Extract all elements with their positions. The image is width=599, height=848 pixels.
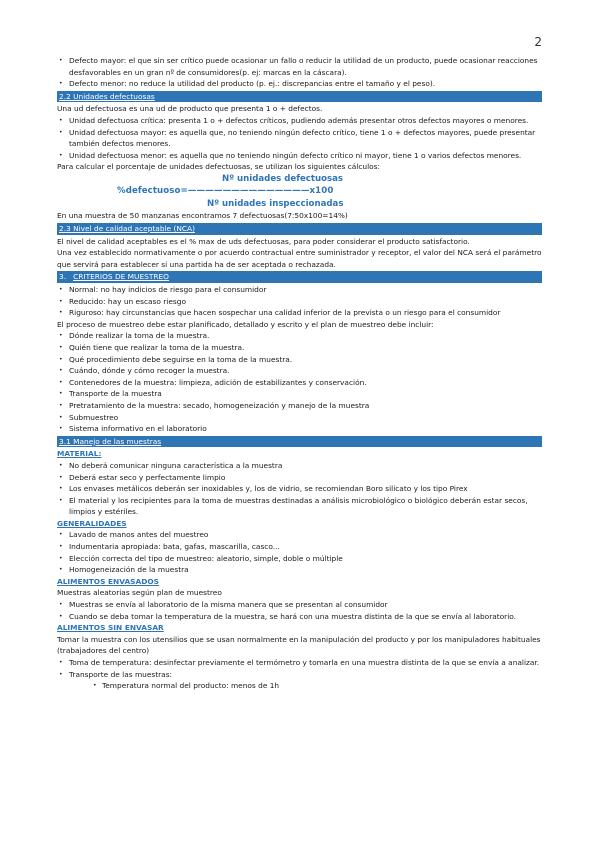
list-item: • Quién tiene que realizar la toma de la muestra. xyxy=(57,342,542,354)
section-heading-2-3: 2.3 Nivel de calidad aceptable (NCA) xyxy=(57,223,542,235)
list-item: • Cuando se deba tomar la temperatura de la muestra, se hará con una muestra distinta de la que se envía al laboratorio. xyxy=(57,611,542,623)
page-number: 2 xyxy=(534,35,542,49)
paragraph: Muestras aleatorias según plan de muestreo xyxy=(57,588,222,598)
list-item: • Deberá estar seco y perfectamente limpio xyxy=(57,472,542,484)
paragraph: Tomar la muestra con los utensilios que se usan normalmente en la manipulación del producto y por los manipuladores habituales (trabajadores del centro) xyxy=(57,634,541,656)
paragraph: Para calcular el porcentaje de unidades defectuosas, se utilizan los siguientes cálculos: xyxy=(57,162,381,172)
subheading-generalidades: GENERALIDADES xyxy=(57,518,127,528)
list-item: • Defecto mayor: el que sin ser crítico puede ocasionar un fallo o reducir la utilidad de un producto, puede ocasionar reacciones desfavorables en un gran nº de consumidores(p. ej: marcas en la cáscara). xyxy=(57,55,542,78)
list-item: • Toma de temperatura: desinfectar previamente el termómetro y tomarla en una muestra distinta de la que se envía a analizar. xyxy=(57,657,542,669)
section-heading-3: 3. CRITERIOS DE MUESTREO xyxy=(57,271,542,283)
subheading-material: MATERIAL: xyxy=(57,449,102,459)
list-item: • Elección correcta del tipo de muestreo: aleatorio, simple, doble o múltiple xyxy=(57,553,542,565)
list-item: • Unidad defectuosa menor: es aquella que no teniendo ningún defecto crítico ni mayor, tiene 1 o varios defectos menores. xyxy=(57,150,542,162)
list-item: • Normal: no hay indicios de riesgo para el consumidor xyxy=(57,284,542,296)
paragraph: El proceso de muestreo debe estar planificado, detallado y escrito y el plan de muestreo debe incluir: xyxy=(57,319,434,329)
list-item: • Transporte de las muestras: xyxy=(57,669,542,681)
subheading-alimentos-envasados: ALIMENTOS ENVASADOS xyxy=(57,576,159,586)
list-item: • Defecto menor: no reduce la utilidad del producto (p. ej.: discrepancias entre el tamaño y el peso). xyxy=(57,78,542,90)
paragraph: El nivel de calidad aceptables es el % max de uds defectuosas, para poder considerar el producto satisfactorio. xyxy=(57,236,470,246)
list-item: • Homogeneización de la muestra xyxy=(57,564,542,576)
paragraph: Una ud defectuosa es una ud de producto que presenta 1 o + defectos. xyxy=(57,104,323,114)
subheading-alimentos-sin-envasar: ALIMENTOS SIN ENVASAR xyxy=(57,623,164,633)
paragraph: Una vez establecido normativamente o por acuerdo contractual entre suministrador y receptor, el valor del NCA será el parámetro que servirá para establecer si una partida ha de ser aceptada o rechazada. xyxy=(57,248,542,269)
list-item: • Submuestreo xyxy=(57,412,542,424)
list-item: • Muestras se envía al laboratorio de la misma manera que se presentan al consumidor xyxy=(57,599,542,611)
list-item: • Lavado de manos antes del muestreo xyxy=(57,529,542,541)
list-item: • Reducido: hay un escaso riesgo xyxy=(57,296,542,308)
formula-denominator: Nº unidades inspeccionadas xyxy=(207,198,344,209)
list-item: • Contenedores de la muestra: limpieza, adición de estabilizantes y conservación. xyxy=(57,377,542,389)
list-item: • Qué procedimiento debe seguirse en la toma de la muestra. xyxy=(57,354,542,366)
list-item: • No deberá comunicar ninguna característica a la muestra xyxy=(57,460,542,472)
sub-list-item: • Temperatura normal del producto: menos de 1h xyxy=(57,680,542,692)
list-item: • Unidad defectuosa mayor: es aquella que, no teniendo ningún defecto crítico, tiene 1 o + defectos mayores, puede presentar también defectos menores. xyxy=(57,127,542,150)
list-item: • Los envases metálicos deberán ser inoxidables y, los de vidrio, se recomiendan Boro silicato y los tipo Pirex xyxy=(57,483,542,495)
list-item: • Transporte de la muestra xyxy=(57,388,542,400)
list-item: • El material y los recipientes para la toma de muestras destinadas a análisis microbiológico o biológico deberán estar secos, limpios y estériles. xyxy=(57,495,542,518)
paragraph: En una muestra de 50 manzanas encontramos 7 defectuosas(7:50x100=14%) xyxy=(57,211,348,221)
section-heading-2-2: 2.2 Unidades defectuosas xyxy=(57,91,542,103)
section-heading-3-1: 3.1 Manejo de las muestras xyxy=(57,436,542,448)
list-item: • Dónde realizar la toma de la muestra. xyxy=(57,330,542,342)
list-item: • Sistema informativo en el laboratorio xyxy=(57,423,542,435)
formula-main: %defectuoso=——————————————x100 xyxy=(117,186,334,197)
list-item: • Indumentaria apropiada: bata, gafas, mascarilla, casco... xyxy=(57,541,542,553)
formula-numerator: Nº unidades defectuosas xyxy=(222,173,344,184)
list-item: • Riguroso: hay circunstancias que hacen sospechar una calidad inferior de la prevista o un riesgo para el consumidor xyxy=(57,307,542,319)
list-item: • Pretratamiento de la muestra: secado, homogeneización y manejo de la muestra xyxy=(57,400,542,412)
page-content xyxy=(57,55,542,692)
list-item: • Unidad defectuosa crítica: presenta 1 o + defectos críticos, pudiendo además presentar otros defectos mayores o menores. xyxy=(57,115,542,127)
list-item: • Cuándo, dónde y cómo recoger la muestra. xyxy=(57,365,542,377)
